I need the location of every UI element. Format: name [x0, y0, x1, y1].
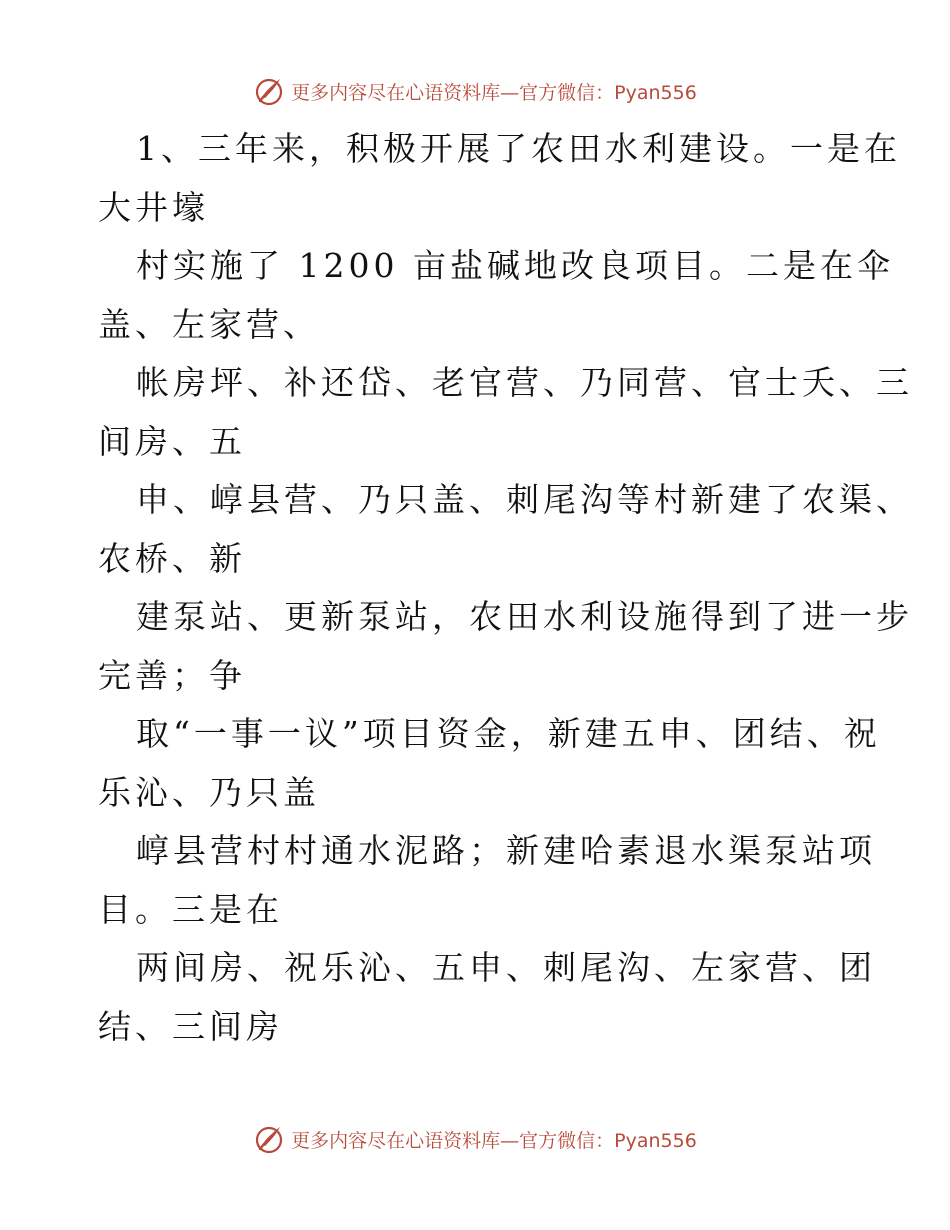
- paragraph-line: 1、三年来，积极开展了农田水利建设。一是在: [136, 129, 901, 168]
- paragraph-line: 大井壕: [98, 187, 209, 227]
- paragraph-line: 两间房、祝乐沁、五申、刺尾沟、左家营、团: [136, 948, 876, 987]
- paragraph-line: 建泵站、更新泵站，农田水利设施得到了进一步: [136, 597, 913, 636]
- document-body: [98, 120, 913, 1056]
- paragraph-line: 盖、左家营、: [98, 304, 320, 344]
- pen-logo-icon: [253, 75, 285, 107]
- paragraph-line: 取“一事一议”项目资金，新建五申、团结、祝: [136, 714, 881, 753]
- paragraph-line: 帐房坪、补还岱、老官营、乃同营、官士夭、三: [136, 363, 913, 402]
- paragraph-line: 目。三是在: [98, 889, 283, 929]
- watermark-separator: —: [500, 1129, 520, 1152]
- paragraph-line: 完善；争: [98, 655, 246, 695]
- watermark-text: [291, 1126, 697, 1153]
- footer-watermark: [0, 1119, 950, 1159]
- paragraph-line: 村实施了 1200 亩盐碱地改良项目。二是在伞: [136, 246, 894, 285]
- paragraph-line: 乐沁、乃只盖: [98, 772, 320, 812]
- paragraph-line: 结、三间房: [98, 1006, 283, 1046]
- paragraph-line: 间房、五: [98, 421, 246, 461]
- watermark-main-text: 更多内容尽在心语资料库: [291, 1129, 501, 1152]
- paragraph-line: 申、崞县营、乃只盖、刺尾沟等村新建了农渠、: [136, 480, 913, 519]
- watermark-wechat-text: 官方微信：Pyan556: [519, 1129, 697, 1152]
- watermark-wechat-text: 官方微信：Pyan556: [519, 81, 697, 104]
- header-watermark: [0, 71, 950, 111]
- paragraph-line: 崞县营村村通水泥路；新建哈素退水渠泵站项: [136, 831, 876, 870]
- pen-logo-icon: [253, 1123, 285, 1155]
- watermark-separator: —: [500, 81, 520, 104]
- watermark-main-text: 更多内容尽在心语资料库: [291, 81, 501, 104]
- paragraph-line: 农桥、新: [98, 538, 246, 578]
- watermark-text: [291, 78, 697, 105]
